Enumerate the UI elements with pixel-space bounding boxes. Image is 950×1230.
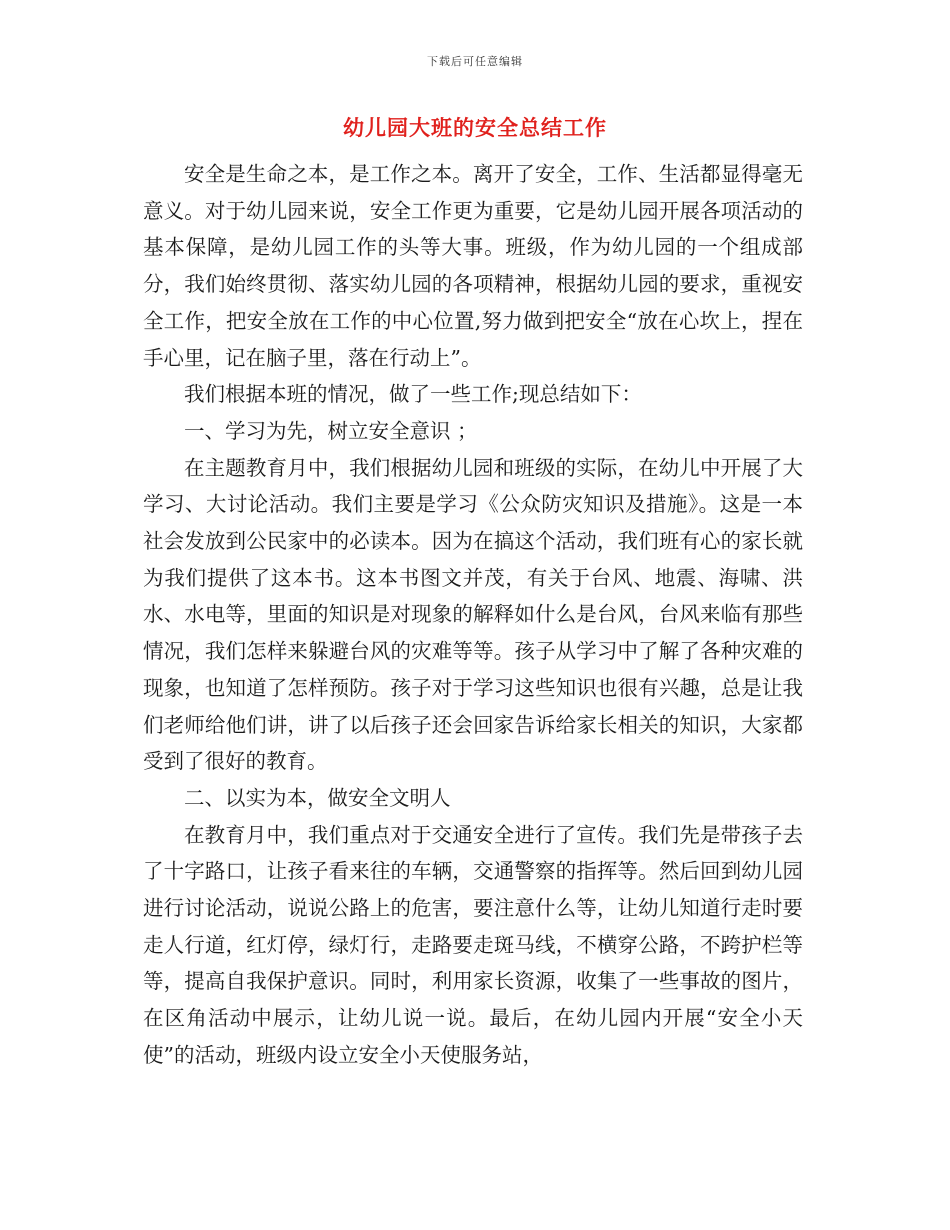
paragraph-section-1: 在主题教育月中，我们根据幼儿园和班级的实际，在幼儿中开展了大学习、大讨论活动。我们主要是学习《公众防灾知识及措施》。这是一本社会发放到公民家中的必读本。因为在搞这个活动，我们班有心的家长就为我们提供了这本书。这本书图文并茂，有关于台风、地震、海啸、洪水、水电等，里面的知识是对现象的解释如什么是台风，台风来临有那些情况，我们怎样来躲避台风的灾难等等。孩子从学习中了解了各种灾难的现象，也知道了怎样预防。孩子对于学习这些知识也很有兴趣，总是让我们老师给他们讲，讲了以后孩子还会回家告诉给家长相关的知识，大家都受到了很好的教育。 xyxy=(143,455,803,774)
header-note: 下载后可任意编辑 xyxy=(427,55,523,68)
section-heading-1: 一、学习为先，树立安全意识 ； xyxy=(184,418,478,443)
paragraph-section-2: 在教育月中，我们重点对于交通安全进行了宣传。我们先是带孩子去了十字路口，让孩子看来往的车辆，交通警察的指挥等。然后回到幼儿园进行讨论活动，说说公路上的危害，要注意什么等，让幼儿知道行走时要走人行道，红灯停，绿灯行，走路要走斑马线，不横穿公路，不跨护栏等等，提高自我保护意识。同时，利用家长资源，收集了一些事故的图片，在区角活动中展示，让幼儿说一说。最后，在幼儿园内开展“安全小天使”的活动，班级内设立安全小天使服务站， xyxy=(143,822,803,1067)
paragraph-intro: 安全是生命之本，是工作之本。离开了安全，工作、生活都显得毫无意义。对于幼儿园来说，安全工作更为重要，它是幼儿园开展各项活动的基本保障，是幼儿园工作的头等大事。班级，作为幼儿园的一个组成部分，我们始终贯彻、落实幼儿园的各项精神，根据幼儿园的要求，重视安全工作，把安全放在工作的中心位置,努力做到把安全“放在心坎上，捏在手心里，记在脑子里，落在行动上”。 xyxy=(143,162,803,370)
paragraph-summary-lead: 我们根据本班的情况，做了一些工作;现总结如下： xyxy=(184,382,642,407)
section-heading-2: 二、以实为本，做安全文明人 xyxy=(184,785,451,810)
document-body xyxy=(143,156,803,1074)
document-title: 幼儿园大班的安全总结工作 xyxy=(343,115,607,140)
